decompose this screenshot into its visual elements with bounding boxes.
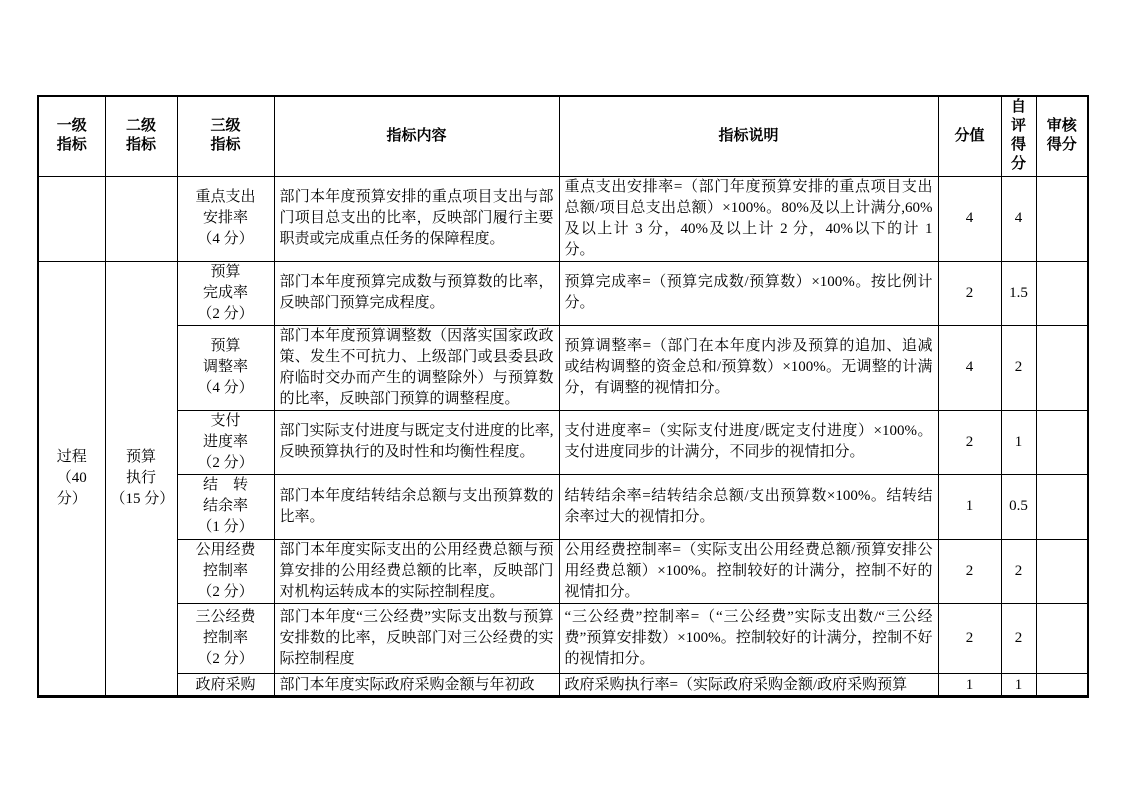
row-7-content: 部门本年度“三公经费”实际支出数与预算安排数的比率，反映部门对三公经费的实际控制程度 [274, 603, 559, 673]
row-1-self-score: 4 [1001, 176, 1036, 261]
row-4-description: 支付进度率=（实际支付进度/既定支付进度）×100%。支付进度同步的计满分，不同步的视情扣分。 [559, 410, 938, 474]
header-level3-indicator: 三级 指标 [177, 96, 274, 176]
row-8-self-score: 1 [1001, 673, 1036, 696]
row-5-content: 部门本年度结转结余总额与支出预算数的比率。 [274, 474, 559, 539]
row-3-description: 预算调整率=（部门在本年度内涉及预算的追加、追减或结构调整的资金总和/预算数）×100%。无调整的计满分，有调整的视情扣分。 [559, 325, 938, 410]
row-4-score: 2 [938, 410, 1001, 474]
table-header-row [38, 96, 1088, 176]
row-6-level3: 公用经费 控制率 （2 分） [177, 539, 274, 603]
table-row [38, 325, 1088, 410]
row-1-score: 4 [938, 176, 1001, 261]
row-7-description: “三公经费”控制率=（“三公经费”实际支出数/“三公经费”预算安排数）×100%。控制较好的计满分，控制不好的视情扣分。 [559, 603, 938, 673]
row-1-level2-empty [105, 176, 177, 261]
row-7-level3: 三公经费 控制率 （2 分） [177, 603, 274, 673]
row-6-description: 公用经费控制率=（实际支出公用经费总额/预算安排公用经费总额）×100%。控制较好的计满分，控制不好的视情扣分。 [559, 539, 938, 603]
row-7-review-score [1036, 603, 1088, 673]
row-4-self-score: 1 [1001, 410, 1036, 474]
header-score: 分值 [938, 96, 1001, 176]
header-self-score: 自 评 得 分 [1001, 96, 1036, 176]
row-5-review-score [1036, 474, 1088, 539]
level1-group-process: 过程 （40 分） [38, 261, 105, 696]
table-row [38, 410, 1088, 474]
row-2-description: 预算完成率=（预算完成数/预算数）×100%。按比例计分。 [559, 261, 938, 325]
row-7-score: 2 [938, 603, 1001, 673]
row-8-score: 1 [938, 673, 1001, 696]
row-3-level3: 预算 调整率 （4 分） [177, 325, 274, 410]
row-4-review-score [1036, 410, 1088, 474]
row-2-level3: 预算 完成率 （2 分） [177, 261, 274, 325]
row-8-level3: 政府采购 [177, 673, 274, 696]
table-row [38, 603, 1088, 673]
row-5-level3: 结 转 结余率 （1 分） [177, 474, 274, 539]
row-2-review-score [1036, 261, 1088, 325]
header-level1-indicator: 一级 指标 [38, 96, 105, 176]
row-1-description: 重点支出安排率=（部门年度预算安排的重点项目支出总额/项目总支出总额）×100%。80%及以上计满分,60%及以上计 3 分，40%及以上计 2 分，40%以下的计 1 分。 [559, 176, 938, 261]
header-review-score: 审核 得分 [1036, 96, 1088, 176]
table-row [38, 261, 1088, 325]
row-2-score: 2 [938, 261, 1001, 325]
row-3-content: 部门本年度预算调整数（因落实国家政政策、发生不可抗力、上级部门或县委县政府临时交办而产生的调整除外）与预算数的比率，反映部门预算的调整程度。 [274, 325, 559, 410]
row-3-self-score: 2 [1001, 325, 1036, 410]
table-row-truncated [38, 673, 1088, 696]
header-indicator-description: 指标说明 [559, 96, 938, 176]
row-6-score: 2 [938, 539, 1001, 603]
row-4-level3: 支付 进度率 （2 分） [177, 410, 274, 474]
header-level2-indicator: 二级 指标 [105, 96, 177, 176]
level2-group-budget-execution: 预算 执行 （15 分） [105, 261, 177, 696]
row-2-self-score: 1.5 [1001, 261, 1036, 325]
row-7-self-score: 2 [1001, 603, 1036, 673]
row-6-review-score [1036, 539, 1088, 603]
row-5-description: 结转结余率=结转结余总额/支出预算数×100%。结转结余率过大的视情扣分。 [559, 474, 938, 539]
row-5-score: 1 [938, 474, 1001, 539]
row-1-level1-empty [38, 176, 105, 261]
row-8-content: 部门本年度实际政府采购金额与年初政 [274, 673, 559, 696]
row-1-review-score [1036, 176, 1088, 261]
row-4-content: 部门实际支付进度与既定支付进度的比率,反映预算执行的及时性和均衡性程度。 [274, 410, 559, 474]
row-3-score: 4 [938, 325, 1001, 410]
table-row [38, 474, 1088, 539]
row-6-self-score: 2 [1001, 539, 1036, 603]
row-8-review-score [1036, 673, 1088, 696]
table-row [38, 176, 1088, 261]
row-1-level3: 重点支出 安排率 （4 分） [177, 176, 274, 261]
table-row [38, 539, 1088, 603]
row-6-content: 部门本年度实际支出的公用经费总额与预算安排的公用经费总额的比率，反映部门对机构运转成本的实际控制程度。 [274, 539, 559, 603]
row-5-self-score: 0.5 [1001, 474, 1036, 539]
header-indicator-content: 指标内容 [274, 96, 559, 176]
performance-indicator-table [37, 95, 1089, 698]
row-1-content: 部门本年度预算安排的重点项目支出与部门项目总支出的比率，反映部门履行主要职责或完成重点任务的保障程度。 [274, 176, 559, 261]
row-2-content: 部门本年度预算完成数与预算数的比率，反映部门预算完成程度。 [274, 261, 559, 325]
row-3-review-score [1036, 325, 1088, 410]
row-8-description: 政府采购执行率=（实际政府采购金额/政府采购预算 [559, 673, 938, 696]
